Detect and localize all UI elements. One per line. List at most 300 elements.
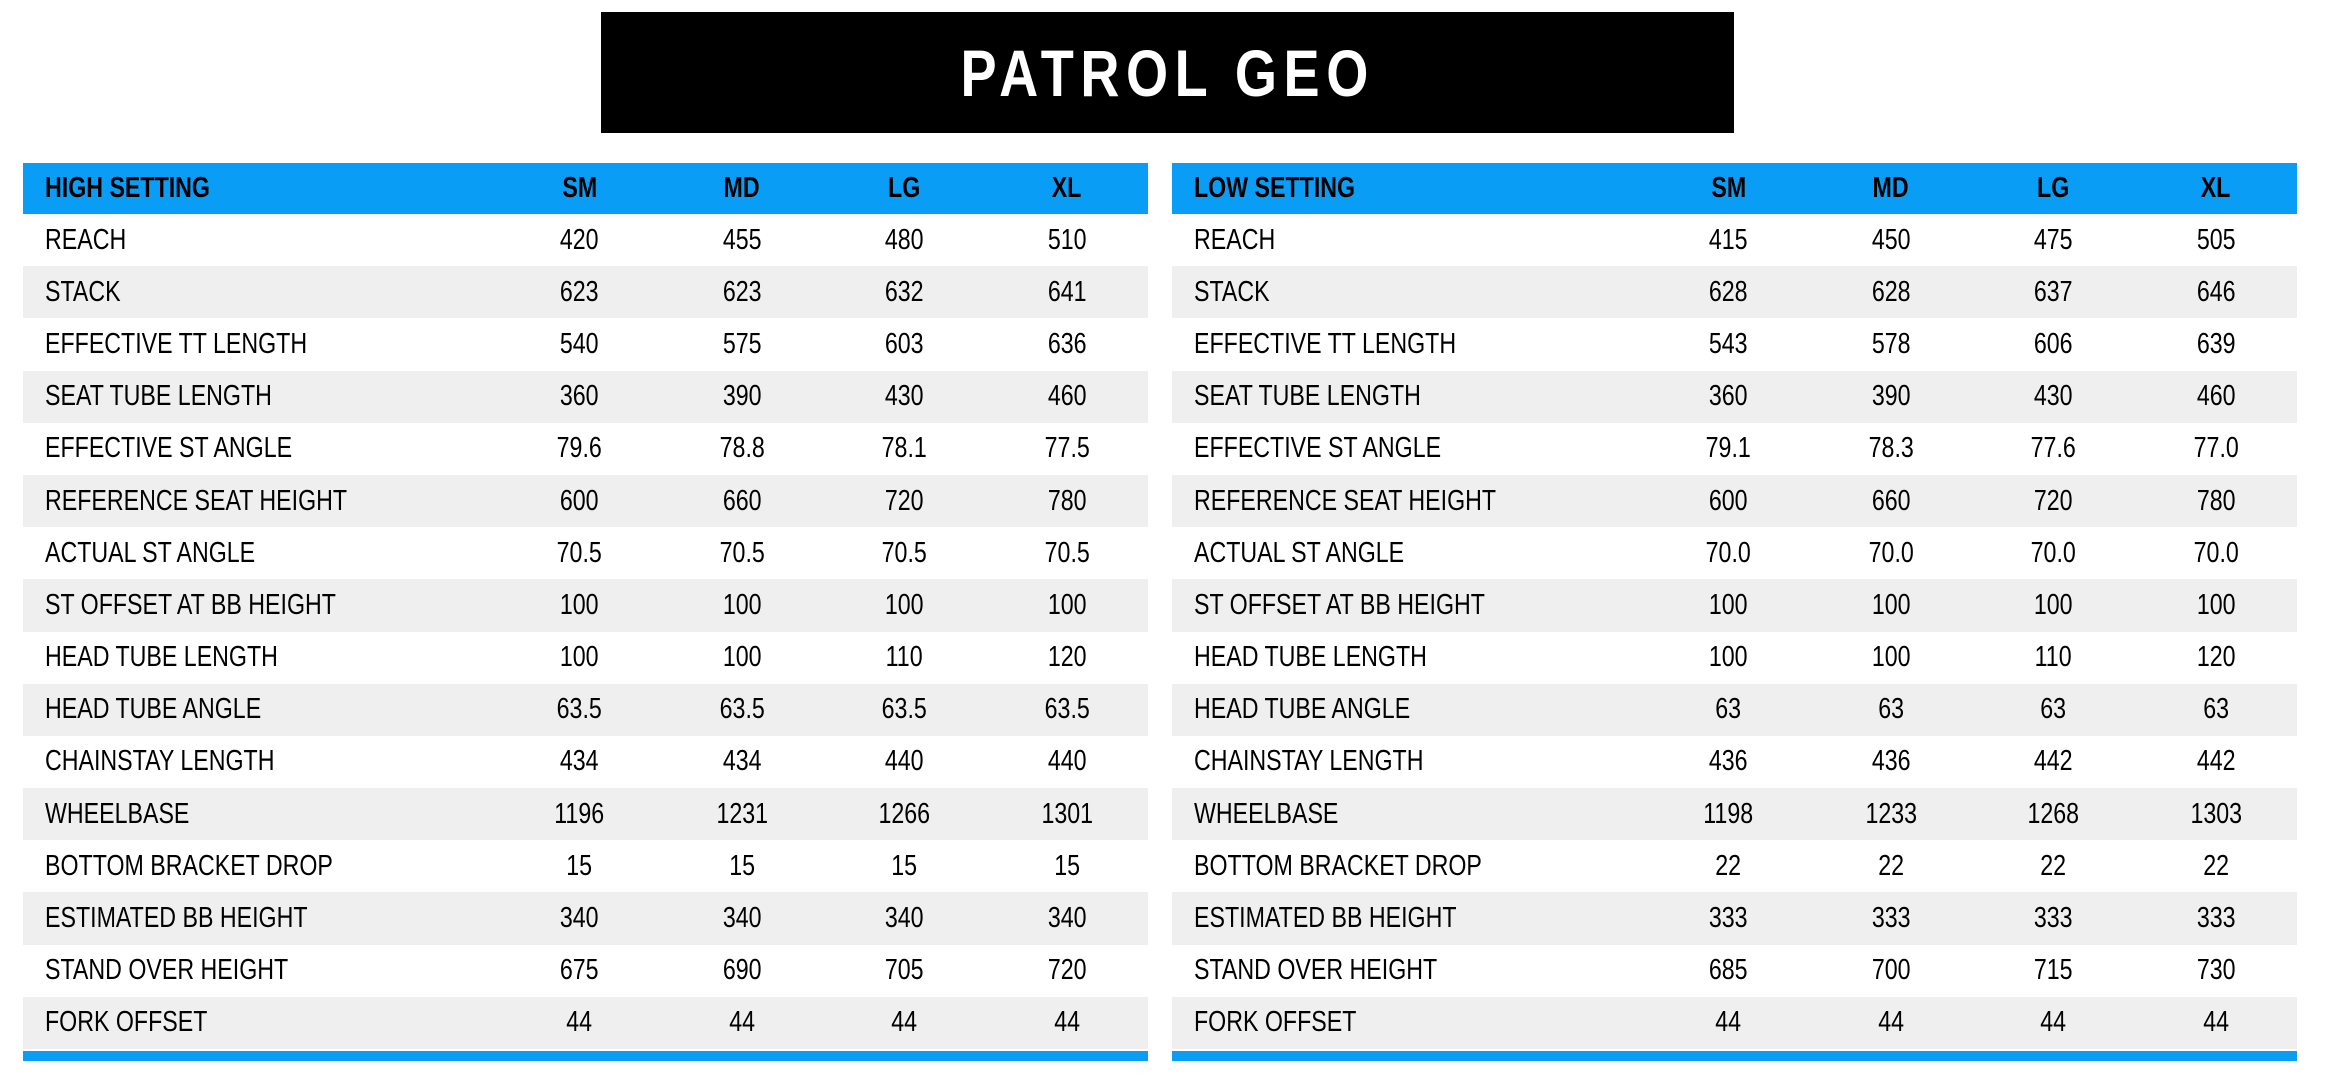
value-text: 603 <box>885 327 924 360</box>
row-label-text: CHAINSTAY LENGTH <box>1194 745 1424 778</box>
value-text: 70.0 <box>2193 536 2239 569</box>
column-header-size <box>823 172 985 205</box>
value-cell <box>1647 589 1809 622</box>
row-label-text: FORK OFFSET <box>1194 1006 1357 1039</box>
value-text: 1198 <box>1703 797 1754 830</box>
value-cell <box>498 589 660 622</box>
value-text: 63 <box>1715 693 1742 726</box>
value-cell <box>661 380 823 413</box>
value-text: 505 <box>2196 223 2236 256</box>
value-cell <box>1647 485 1809 518</box>
value-cell <box>823 954 985 987</box>
value-text: 70.0 <box>1868 536 1914 569</box>
value-cell <box>661 745 823 778</box>
value-cell <box>1972 589 2134 622</box>
value-text: 63 <box>2040 693 2067 726</box>
value-cell <box>1810 276 1972 309</box>
value-cell <box>1810 745 1972 778</box>
value-cell <box>986 432 1148 465</box>
value-cell <box>2135 850 2297 883</box>
value-text: 639 <box>2196 327 2236 360</box>
value-cell <box>1810 485 1972 518</box>
column-header-size <box>498 172 660 205</box>
row-label <box>23 276 498 309</box>
row-label <box>23 798 498 831</box>
value-text: 44 <box>2040 1006 2067 1039</box>
value-cell <box>986 798 1148 831</box>
value-text: 430 <box>2034 380 2073 413</box>
value-text: 600 <box>560 484 599 517</box>
row-label-text: EFFECTIVE TT LENGTH <box>1194 327 1457 360</box>
value-cell <box>1810 902 1972 935</box>
row-label <box>23 954 498 987</box>
value-text: 700 <box>1871 954 1911 987</box>
value-text: 44 <box>891 1006 918 1039</box>
value-cell <box>2135 798 2297 831</box>
value-text: 360 <box>560 380 599 413</box>
value-cell <box>661 850 823 883</box>
value-text: 780 <box>2196 484 2236 517</box>
value-text: 730 <box>2196 954 2236 987</box>
high-setting-bottom-rule <box>23 1051 1148 1061</box>
column-header-size <box>1972 172 2134 205</box>
table-row <box>23 632 1148 684</box>
row-label <box>1172 850 1647 883</box>
value-text: 110 <box>885 641 923 674</box>
value-text: 430 <box>885 380 924 413</box>
value-text: 100 <box>1709 641 1748 674</box>
low-setting-table <box>1172 163 2297 1061</box>
value-cell <box>2135 589 2297 622</box>
value-cell <box>1647 276 1809 309</box>
value-text: 660 <box>1871 484 1911 517</box>
value-cell <box>823 328 985 361</box>
value-text: 415 <box>1709 223 1748 256</box>
value-text: 450 <box>1871 223 1911 256</box>
value-text: 675 <box>560 954 599 987</box>
table-row <box>1172 788 2297 840</box>
value-cell <box>498 276 660 309</box>
value-cell <box>1810 850 1972 883</box>
value-text: 460 <box>1047 380 1087 413</box>
value-cell <box>1810 589 1972 622</box>
value-text: 63.5 <box>1044 693 1090 726</box>
value-cell <box>2135 954 2297 987</box>
table-row <box>23 892 1148 944</box>
value-text: 637 <box>2034 275 2073 308</box>
row-label <box>23 693 498 726</box>
header-text: XL <box>2200 172 2231 204</box>
value-text: 78.8 <box>719 432 765 465</box>
value-cell <box>661 432 823 465</box>
table-row <box>1172 475 2297 527</box>
table-row <box>1172 266 2297 318</box>
value-cell <box>1810 693 1972 726</box>
value-text: 15 <box>891 849 918 882</box>
value-cell <box>661 641 823 674</box>
value-text: 578 <box>1871 327 1911 360</box>
value-cell <box>661 954 823 987</box>
value-cell <box>1972 798 2134 831</box>
row-label-text: REFERENCE SEAT HEIGHT <box>45 484 348 517</box>
value-text: 442 <box>2196 745 2236 778</box>
value-cell <box>498 328 660 361</box>
value-text: 475 <box>2034 223 2073 256</box>
row-label-text: HEAD TUBE LENGTH <box>45 641 278 674</box>
value-cell <box>2135 380 2297 413</box>
row-label-text: STAND OVER HEIGHT <box>1194 954 1438 987</box>
row-label-text: EFFECTIVE TT LENGTH <box>45 327 308 360</box>
table-row <box>23 736 1148 788</box>
row-label-text: EFFECTIVE ST ANGLE <box>1194 432 1442 465</box>
value-cell <box>1972 954 2134 987</box>
value-text: 70.5 <box>556 536 603 569</box>
value-text: 110 <box>2034 641 2072 674</box>
value-text: 70.5 <box>881 536 927 569</box>
value-cell <box>986 380 1148 413</box>
value-text: 78.3 <box>1868 432 1914 465</box>
title-banner <box>601 12 1734 133</box>
value-cell <box>2135 902 2297 935</box>
row-label-text: HEAD TUBE LENGTH <box>1194 641 1427 674</box>
table-row <box>23 214 1148 266</box>
table-row <box>1172 736 2297 788</box>
table-row <box>1172 527 2297 579</box>
value-cell <box>498 1006 660 1039</box>
row-label <box>23 328 498 361</box>
value-text: 600 <box>1709 484 1748 517</box>
value-text: 100 <box>560 588 599 621</box>
value-text: 333 <box>1709 902 1748 935</box>
value-cell <box>661 276 823 309</box>
table-row <box>1172 632 2297 684</box>
row-label-text: BOTTOM BRACKET DROP <box>1194 849 1482 882</box>
value-cell <box>498 954 660 987</box>
value-cell <box>2135 745 2297 778</box>
high-setting-header-row <box>23 163 1148 214</box>
row-label-text: HEAD TUBE ANGLE <box>45 693 262 726</box>
row-label <box>23 1006 498 1039</box>
header-text: HIGH SETTING <box>45 172 210 204</box>
value-text: 100 <box>560 641 599 674</box>
table-row <box>1172 684 2297 736</box>
value-text: 646 <box>2196 275 2236 308</box>
value-text: 460 <box>2196 380 2236 413</box>
column-header-size <box>1647 172 1809 205</box>
value-text: 79.1 <box>1705 432 1752 465</box>
table-row <box>1172 997 2297 1049</box>
value-cell <box>661 902 823 935</box>
value-cell <box>1810 380 1972 413</box>
row-label <box>23 589 498 622</box>
value-cell <box>498 641 660 674</box>
value-cell <box>986 328 1148 361</box>
value-text: 100 <box>1047 588 1087 621</box>
row-label <box>1172 328 1647 361</box>
value-cell <box>823 224 985 257</box>
value-text: 442 <box>2034 745 2073 778</box>
value-text: 434 <box>560 745 599 778</box>
table-row <box>1172 579 2297 631</box>
header-text: LG <box>888 172 921 204</box>
row-label <box>23 537 498 570</box>
row-label-text: CHAINSTAY LENGTH <box>45 745 275 778</box>
value-cell <box>661 537 823 570</box>
value-cell <box>986 693 1148 726</box>
value-text: 660 <box>722 484 762 517</box>
value-cell <box>1810 954 1972 987</box>
high-setting-table <box>23 163 1148 1061</box>
column-header-size <box>986 172 1148 205</box>
value-text: 360 <box>1709 380 1748 413</box>
value-text: 22 <box>1715 849 1742 882</box>
value-text: 333 <box>2034 902 2073 935</box>
row-label <box>1172 798 1647 831</box>
value-cell <box>1972 850 2134 883</box>
value-cell <box>823 432 985 465</box>
value-text: 434 <box>722 745 762 778</box>
value-cell <box>1647 224 1809 257</box>
row-label <box>1172 485 1647 518</box>
value-cell <box>2135 432 2297 465</box>
value-text: 44 <box>1053 1006 1080 1039</box>
value-cell <box>2135 328 2297 361</box>
value-text: 1303 <box>2189 797 2242 830</box>
value-text: 1233 <box>1865 797 1917 830</box>
row-label-text: ACTUAL ST ANGLE <box>1194 536 1405 569</box>
value-text: 22 <box>1878 849 1904 882</box>
value-text: 1301 <box>1040 797 1093 830</box>
row-label <box>1172 276 1647 309</box>
column-header-setting <box>23 172 498 205</box>
value-text: 70.0 <box>1705 536 1752 569</box>
value-cell <box>823 850 985 883</box>
row-label-text: ST OFFSET AT BB HEIGHT <box>45 588 336 621</box>
table-row <box>1172 840 2297 892</box>
row-label <box>23 641 498 674</box>
row-label-text: ESTIMATED BB HEIGHT <box>1194 902 1457 935</box>
row-label-text: WHEELBASE <box>1194 797 1339 830</box>
value-cell <box>1810 1006 1972 1039</box>
value-text: 15 <box>1053 849 1080 882</box>
value-text: 100 <box>1871 588 1911 621</box>
value-text: 44 <box>566 1006 593 1039</box>
value-cell <box>661 1006 823 1039</box>
value-cell <box>1647 798 1809 831</box>
table-row <box>1172 945 2297 997</box>
value-text: 70.5 <box>1044 536 1090 569</box>
value-cell <box>2135 485 2297 518</box>
value-cell <box>823 693 985 726</box>
value-text: 420 <box>560 223 599 256</box>
value-text: 1231 <box>716 797 768 830</box>
value-text: 390 <box>1871 380 1911 413</box>
row-label <box>23 745 498 778</box>
row-label <box>23 380 498 413</box>
value-cell <box>661 485 823 518</box>
value-cell <box>2135 693 2297 726</box>
value-text: 720 <box>1047 954 1087 987</box>
row-label <box>23 432 498 465</box>
value-text: 100 <box>885 588 924 621</box>
value-text: 63.5 <box>556 693 603 726</box>
value-cell <box>1647 850 1809 883</box>
value-text: 641 <box>1047 275 1087 308</box>
value-cell <box>1972 432 2134 465</box>
value-cell <box>823 798 985 831</box>
value-text: 100 <box>2034 588 2073 621</box>
value-cell <box>1972 328 2134 361</box>
value-text: 1196 <box>554 797 605 830</box>
header-text: MD <box>1872 172 1910 204</box>
value-text: 690 <box>722 954 762 987</box>
value-text: 480 <box>885 223 924 256</box>
header-text: MD <box>723 172 761 204</box>
value-text: 780 <box>1047 484 1087 517</box>
value-text: 628 <box>1709 275 1748 308</box>
value-cell <box>498 850 660 883</box>
value-cell <box>1647 954 1809 987</box>
value-text: 632 <box>885 275 924 308</box>
value-cell <box>661 693 823 726</box>
value-cell <box>1972 380 2134 413</box>
value-text: 100 <box>722 588 762 621</box>
value-cell <box>498 745 660 778</box>
value-text: 63.5 <box>881 693 927 726</box>
table-row <box>23 266 1148 318</box>
header-text: LOW SETTING <box>1194 172 1356 204</box>
column-header-size <box>661 172 823 205</box>
value-cell <box>1972 276 2134 309</box>
value-cell <box>661 328 823 361</box>
row-label-text: REACH <box>45 223 127 256</box>
value-text: 15 <box>566 849 593 882</box>
value-cell <box>498 224 660 257</box>
column-header-size <box>2135 172 2297 205</box>
value-cell <box>823 1006 985 1039</box>
value-cell <box>986 276 1148 309</box>
row-label-text: ST OFFSET AT BB HEIGHT <box>1194 588 1485 621</box>
value-text: 100 <box>1871 641 1911 674</box>
value-text: 623 <box>560 275 599 308</box>
table-row <box>1172 423 2297 475</box>
row-label <box>23 224 498 257</box>
row-label <box>1172 641 1647 674</box>
row-label <box>1172 902 1647 935</box>
value-text: 77.5 <box>1044 432 1090 465</box>
value-text: 455 <box>722 223 762 256</box>
value-cell <box>823 276 985 309</box>
value-cell <box>1647 380 1809 413</box>
row-label-text: FORK OFFSET <box>45 1006 208 1039</box>
row-label <box>1172 224 1647 257</box>
value-cell <box>1810 432 1972 465</box>
value-cell <box>2135 276 2297 309</box>
value-cell <box>2135 1006 2297 1039</box>
value-cell <box>661 224 823 257</box>
value-text: 1266 <box>878 797 931 830</box>
value-text: 540 <box>560 327 599 360</box>
value-cell <box>1810 798 1972 831</box>
value-cell <box>986 485 1148 518</box>
value-text: 333 <box>1871 902 1911 935</box>
column-header-setting <box>1172 172 1647 205</box>
value-text: 715 <box>2034 954 2073 987</box>
value-text: 22 <box>2040 849 2067 882</box>
value-cell <box>498 485 660 518</box>
table-row <box>23 788 1148 840</box>
row-label <box>23 850 498 883</box>
value-text: 340 <box>885 902 924 935</box>
value-cell <box>986 641 1148 674</box>
value-cell <box>986 902 1148 935</box>
value-text: 70.5 <box>719 536 765 569</box>
value-cell <box>986 954 1148 987</box>
value-cell <box>823 745 985 778</box>
row-label-text: BOTTOM BRACKET DROP <box>45 849 333 882</box>
page-title: PATROL GEO <box>960 35 1375 110</box>
value-text: 333 <box>2196 902 2236 935</box>
value-text: 100 <box>2196 588 2236 621</box>
value-cell <box>986 537 1148 570</box>
value-text: 705 <box>885 954 924 987</box>
table-row <box>23 318 1148 370</box>
value-cell <box>498 798 660 831</box>
value-text: 100 <box>722 641 762 674</box>
value-cell <box>823 380 985 413</box>
column-header-size <box>1810 172 1972 205</box>
value-text: 44 <box>729 1006 755 1039</box>
value-cell <box>1972 693 2134 726</box>
value-cell <box>1972 641 2134 674</box>
value-cell <box>2135 224 2297 257</box>
row-label <box>1172 589 1647 622</box>
value-text: 440 <box>885 745 924 778</box>
value-text: 340 <box>1047 902 1087 935</box>
row-label-text: STACK <box>45 275 121 308</box>
value-cell <box>823 537 985 570</box>
table-row <box>23 475 1148 527</box>
value-cell <box>1647 745 1809 778</box>
value-text: 63.5 <box>719 693 765 726</box>
value-text: 436 <box>1709 745 1748 778</box>
value-text: 636 <box>1047 327 1087 360</box>
row-label <box>1172 745 1647 778</box>
row-label <box>1172 1006 1647 1039</box>
row-label <box>1172 954 1647 987</box>
value-text: 22 <box>2202 849 2229 882</box>
row-label-text: REACH <box>1194 223 1276 256</box>
value-text: 100 <box>1709 588 1748 621</box>
value-text: 120 <box>2196 641 2236 674</box>
value-cell <box>498 432 660 465</box>
table-row <box>1172 318 2297 370</box>
row-label-text: ESTIMATED BB HEIGHT <box>45 902 308 935</box>
value-text: 340 <box>722 902 762 935</box>
row-label <box>1172 537 1647 570</box>
value-cell <box>1972 537 2134 570</box>
value-cell <box>1647 537 1809 570</box>
value-cell <box>823 902 985 935</box>
value-text: 44 <box>1715 1006 1742 1039</box>
value-text: 436 <box>1871 745 1911 778</box>
table-row <box>23 945 1148 997</box>
row-label-text: STAND OVER HEIGHT <box>45 954 289 987</box>
value-cell <box>986 589 1148 622</box>
value-cell <box>498 380 660 413</box>
value-cell <box>1647 641 1809 674</box>
low-setting-header-row <box>1172 163 2297 214</box>
